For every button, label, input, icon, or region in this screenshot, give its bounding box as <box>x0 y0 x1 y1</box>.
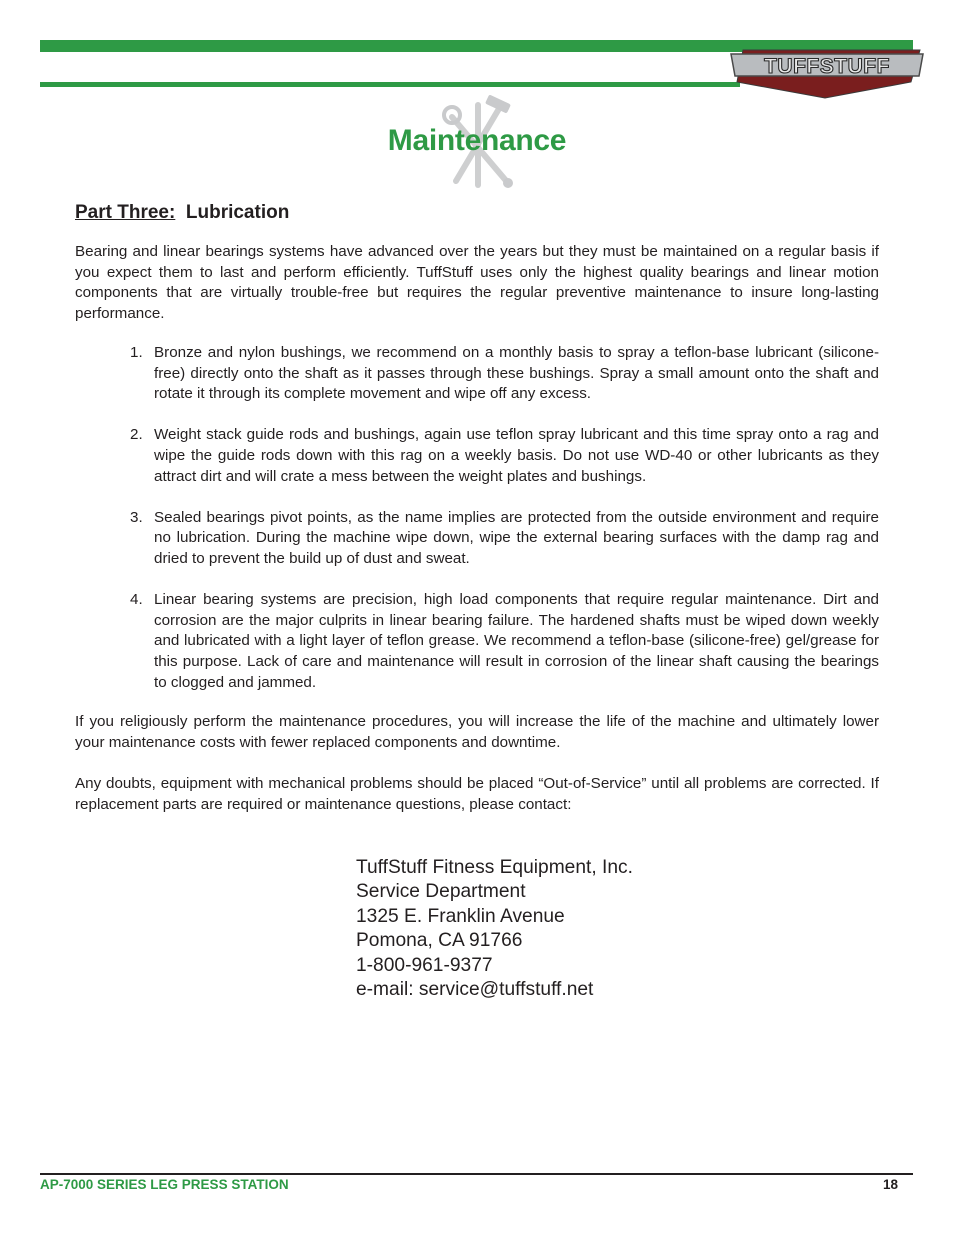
list-item <box>130 590 879 693</box>
logo-wordmark: TUFFSTUFF <box>764 55 890 78</box>
page-title: Maintenance <box>387 124 567 157</box>
footer-model: AP-7000 SERIES LEG PRESS STATION <box>40 1177 289 1192</box>
list-item-text: Bronze and nylon bushings, we recommend on a monthly basis to spray a teflon-base lubricant (silicone-free) directly onto the shaft as it passes through these bushings. Spray a small amount onto the shaft and rotate it through its complete movement and wipe off any excess. <box>154 344 879 403</box>
section-heading <box>75 202 289 224</box>
list-item-number: 2. <box>130 426 143 444</box>
intro-paragraph: Bearing and linear bearings systems have advanced over the years but they must be maintained on a regular basis if you expect them to last and perform efficiently. TuffStuff uses only the highest quality bearings and linear motion components that are virtually trouble-free but requires the regular preventive maintenance to insure long-lasting performance. <box>75 243 879 322</box>
benefit-paragraph: If you religiously perform the maintenance procedures, you will increase the life of the machine and ultimately lower your maintenance costs with fewer replaced components and downtime. <box>75 713 879 751</box>
lubrication-list <box>130 343 879 714</box>
list-item <box>130 508 879 570</box>
list-item <box>130 425 879 487</box>
contact-company: TuffStuff Fitness Equipment, Inc. <box>356 857 633 878</box>
list-item-text: Sealed bearings pivot points, as the name implies are protected from the outside environment and require no lubrication. During the machine wipe down, wipe the external bearing surfaces with the damp rag and dried to prevent the build up of dust and sweat. <box>154 508 879 567</box>
list-item-text: Linear bearing systems are precision, high load components that require regular maintenance. Dirt and corrosion are the major culprits in linear bearing failure. The hardened shafts must be wiped down weekly and lubricated with a light layer of teflon grease. We recommend a teflon-base (silicone-free) gel/grease for this purpose. Lack of care and maintenance will result in corrosion of the linear shaft causing the bearings to clogged and jammed. <box>154 591 879 691</box>
list-item <box>130 343 879 405</box>
header-bar-bottom <box>40 82 740 87</box>
contact-email: e-mail: service@tuffstuff.net <box>356 979 594 1001</box>
contact-intro-paragraph: Any doubts, equipment with mechanical problems should be placed “Out-of-Service” until all problems are corrected. If replacement parts are required or maintenance questions, please contact: <box>75 775 879 813</box>
section-name: Lubrication <box>185 202 290 223</box>
contact-street: 1325 E. Franklin Avenue <box>356 905 565 927</box>
list-item-number: 1. <box>130 344 143 361</box>
contact-block <box>356 856 633 1002</box>
contact-phone: 1-800-961-9377 <box>356 954 493 976</box>
contact-city: Pomona, CA 91766 <box>356 930 523 952</box>
list-item-text: Weight stack guide rods and bushings, again use teflon spray lubricant and this time spray onto a rag and wipe the guide rods down with this rag on a weekly basis. Do not use WD-40 or other lubricants as they attract dirt and will crate a mess between the weight plates and bushings. <box>154 426 879 485</box>
section-part-label: Part Three: <box>75 202 176 223</box>
list-item-number: 4. <box>130 591 143 609</box>
tuffstuff-logo <box>725 42 925 100</box>
footer-rule <box>40 1173 913 1175</box>
page-number: 18 <box>882 1177 898 1192</box>
contact-department: Service Department <box>356 881 526 903</box>
list-item-number: 3. <box>130 508 143 526</box>
